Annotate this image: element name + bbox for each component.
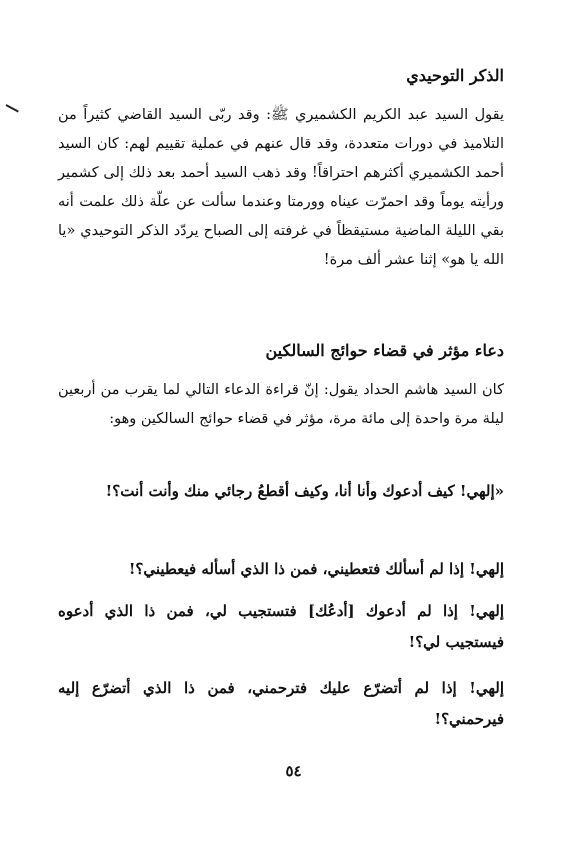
prayer-line: إلهي! إذا لم أتضرّع عليك فترحمني، فمن ذا الذي أتضرّع إليه فيرحمني؟! (58, 679, 504, 728)
margin-mark (6, 104, 19, 112)
page-number: ٥٤ (285, 762, 302, 780)
section-heading-prayer: دعاء مؤثر في قضاء حوائج السالكين (265, 341, 504, 360)
section-heading-tawhidi-dhikr: الذكر التوحيدي (406, 66, 504, 85)
prayer-line: «إلهي! كيف أدعوك وأنا أنا، وكيف أقطعُ رجائي منك وأنت أنت؟! (105, 482, 504, 500)
prayer-line: إلهي! إذا لم أسألك فتعطيني، فمن ذا الذي أسأله فيعطيني؟! (128, 560, 504, 578)
paragraph-kashmiri-story: يقول السيد عبد الكريم الكشميري ﷺ: وقد ربّى السيد القاضي كثيراً من التلاميذ في دورات متعددة، وقد قال عنهم في عملية تقييم لهم: كان السيد أحمد الكشميري أكثرهم احتراقاً! وقد ذهب السيد أحمد بعد ذلك إلى كشمير ورأيته يوماً وقد احمرّت عيناه وورمتا وعندما سألت عن علّة ذلك علمت أنه بقي الليلة الماضية مستيقظاً في غرفته إلى الصباح يردّد الذكر التوحيدي «يا الله يا هو» إثنا عشر ألف مرة! (58, 107, 504, 268)
prayer-line: إلهي! إذا لم أدعوك [أدعُك] فتستجيب لي، فمن ذا الذي أدعوه فيستجيب لي؟! (58, 602, 504, 651)
paragraph-haddad-prayer-intro: كان السيد هاشم الحداد يقول: إنّ قراءة الدعاء التالي لما يقرب من أربعين ليلة مرة واحدة إلى مائة مرة، مؤثر في قضاء حوائج السالكين وهو: (58, 382, 504, 427)
